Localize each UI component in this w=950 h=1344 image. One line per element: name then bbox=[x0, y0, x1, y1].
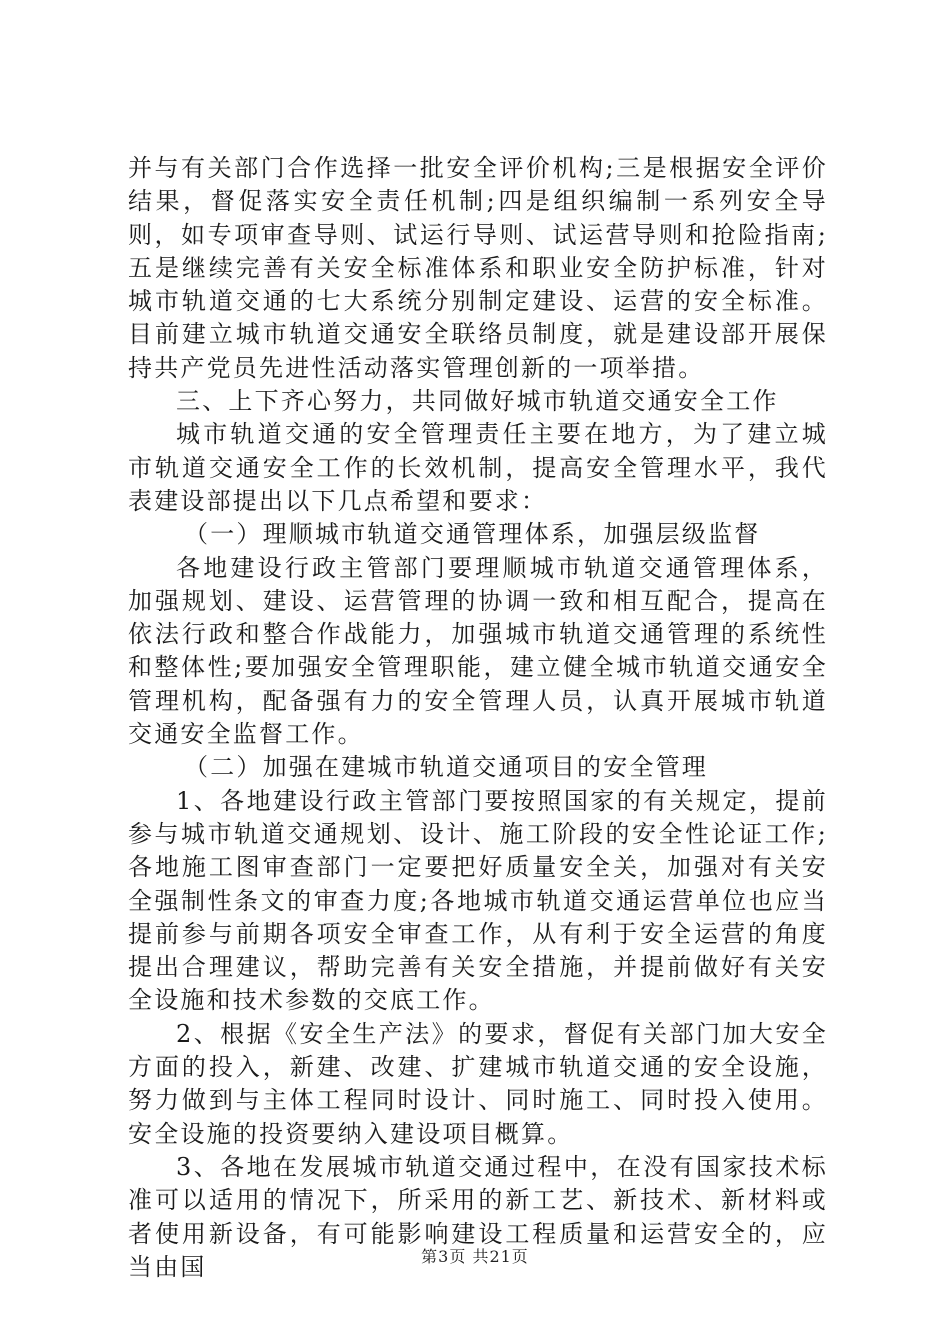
paragraph-continuation: 并与有关部门合作选择一批安全评价机构;三是根据安全评价结果，督促落实安全责任机制;四是组织编制一系列安全导则，如专项审查导则、试运行导则、试运营导则和抢险指南;五是继续完善有关安全标准体系和职业安全防护标准，针对城市轨道交通的七大系统分别制定建设、运营的安全标准。目前建立城市轨道交通安全联络员制度，就是建设部开展保持共产党员先进性活动落实管理创新的一项举措。 bbox=[128, 154, 828, 382]
subheading-two: （二）加强在建城市轨道交通项目的安全管理 bbox=[184, 753, 708, 782]
subheading-one: （一）理顺城市轨道交通管理体系，加强层级监督 bbox=[184, 520, 761, 549]
paragraph-intro: 城市轨道交通的安全管理责任主要在地方，为了建立城市轨道交通安全工作的长效机制，提高安全管理水平，我代表建设部提出以下几点希望和要求： bbox=[128, 420, 828, 515]
document-body bbox=[128, 152, 828, 1284]
page-number-footer: 第3页 共21页 bbox=[421, 1247, 529, 1266]
paragraph-item-2: 2、根据《安全生产法》的要求，督促有关部门加大安全方面的投入，新建、改建、扩建城市轨道交通的安全设施，努力做到与主体工程同时设计、同时施工、同时投入使用。安全设施的投资要纳入建设项目概算。 bbox=[128, 1019, 828, 1148]
paragraph-item-1: 1、各地建设行政主管部门要按照国家的有关规定，提前参与城市轨道交通规划、设计、施工阶段的安全性论证工作;各地施工图审查部门一定要把好质量安全关，加强对有关安全强制性条文的审查力度;各地城市轨道交通运营单位也应当提前参与前期各项安全审查工作，从有利于安全运营的角度提出合理建议，帮助完善有关安全措施，并提前做好有关安全设施和技术参数的交底工作。 bbox=[128, 786, 828, 1015]
paragraph-management-system: 各地建设行政主管部门要理顺城市轨道交通管理体系，加强规划、建设、运营管理的协调一致和相互配合，提高在依法行政和整合作战能力，加强城市轨道交通管理的系统性和整体性;要加强安全管理职能，建立健全城市轨道交通安全管理机构，配备强有力的安全管理人员，认真开展城市轨道交通安全监督工作。 bbox=[128, 553, 828, 749]
section-heading-three: 三、上下齐心努力，共同做好城市轨道交通安全工作 bbox=[176, 387, 779, 416]
paragraph-item-3: 3、各地在发展城市轨道交通过程中，在没有国家技术标准可以适用的情况下，所采用的新工艺、新技术、新材料或者使用新设备，有可能影响建设工程质量和运营安全的，应当由国 bbox=[128, 1152, 828, 1281]
